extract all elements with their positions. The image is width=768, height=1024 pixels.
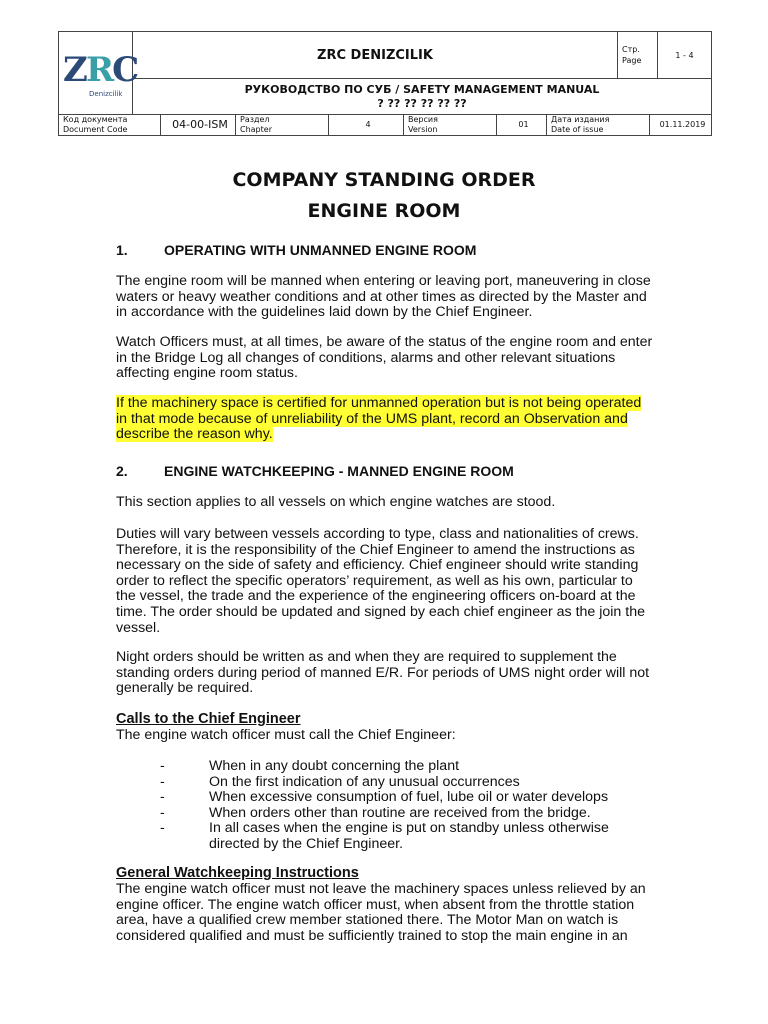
page-number: 1 - 4: [658, 32, 712, 79]
list-item: - On the first indication of any unusual occurrences: [160, 773, 520, 790]
section-2-heading: 2. ENGINE WATCHKEEPING - MANNED ENGINE ROOM: [116, 463, 514, 479]
section-1-paragraph-1: The engine room will be manned when entering or leaving port, maneuvering in close waters or heavy weather conditions and at other times as directed by the Master and in accordance with the guidelines laid down by the Chief Engineer.: [116, 273, 651, 321]
list-item: - When in any doubt concerning the plant: [160, 758, 460, 774]
company-name: ZRC DENIZCILIK: [133, 32, 618, 79]
date-label: Дата издания Date of issue: [547, 115, 650, 136]
page-label: Стр. Page: [618, 32, 658, 79]
document-title: COMPANY STANDING ORDER: [232, 169, 536, 191]
chapter-value: 4: [329, 115, 404, 136]
section-1-paragraph-2: Watch Officers must, at all times, be aware of the status of the engine room and enter in the Bridge Log all changes of conditions, alarms and other relevant situations affecting engine room status.: [116, 334, 653, 382]
document-header: [58, 31, 712, 136]
date-value: 01.11.2019: [650, 115, 712, 136]
calls-heading: Calls to the Chief Engineer: [116, 711, 301, 727]
section-2-paragraph-1: This section applies to all vessels on which engine watches are stood.: [116, 494, 556, 510]
manual-title: РУКОВОДСТВО ПО СУБ / SAFETY MANAGEMENT MANUAL ? ?? ?? ?? ?? ??: [133, 79, 712, 115]
section-2-paragraph-2: Duties will vary between vessels according to type, class and nationalities of crews. Therefore, it is the responsibility of the Chief Engineer to amend the instructions as necessary on the side of safety and efficiency. Chief engineer should write standing order to reflect the specific operators’ requirement, as well as his own, particular to the vessel, the trade and the experience of the engineering officers on-board at the time. The order should be updated and signed by each chief engineer as the join the vessel.: [116, 526, 645, 636]
version-label: Версия Version: [404, 115, 497, 136]
calls-intro: The engine watch officer must call the Chief Engineer:: [116, 727, 456, 743]
logo-subtitle: Denizcilik: [89, 90, 123, 98]
general-paragraph-1: The engine watch officer must not leave the machinery spaces unless relieved by an engine officer. The engine watch officer must, when absent from the throttle station area, have a qualified crew member stationed there. The Motor Man on watch is considered qualified and must be sufficiently trained to stop the main engine in an: [116, 881, 646, 944]
list-item: - When excessive consumption of fuel, lube oil or water develops: [160, 789, 609, 806]
general-heading: General Watchkeeping Instructions: [116, 865, 359, 881]
section-2-paragraph-3: Night orders should be written as and when they are required to supplement the standing orders during period of manned E/R. For periods of UMS night order will not generally be required.: [116, 649, 650, 697]
calls-list: [160, 759, 640, 853]
section-1-heading: 1. OPERATING WITH UNMANNED ENGINE ROOM: [116, 242, 477, 258]
version-value: 01: [497, 115, 547, 136]
chapter-label: Раздел Chapter: [236, 115, 329, 136]
document-code-value: 04-00-ISM: [161, 115, 236, 136]
list-item: - When orders other than routine are received from the bridge.: [160, 804, 591, 821]
section-1-highlighted-paragraph: If the machinery space is certified for unmanned operation but is not being operated in that mode because of unreliability of the UMS plant, record an Observation and describe the reason why.: [116, 395, 642, 443]
logo-mark: ZRC: [63, 50, 138, 90]
document-subtitle: ENGINE ROOM: [307, 200, 461, 222]
list-item: - In all cases when the engine is put on standby unless otherwise directed by the Chief Engineer.: [160, 820, 609, 852]
logo-cell: [59, 32, 138, 115]
document-code-label: Код документа Document Code: [59, 115, 161, 136]
company-logo: [59, 32, 138, 114]
